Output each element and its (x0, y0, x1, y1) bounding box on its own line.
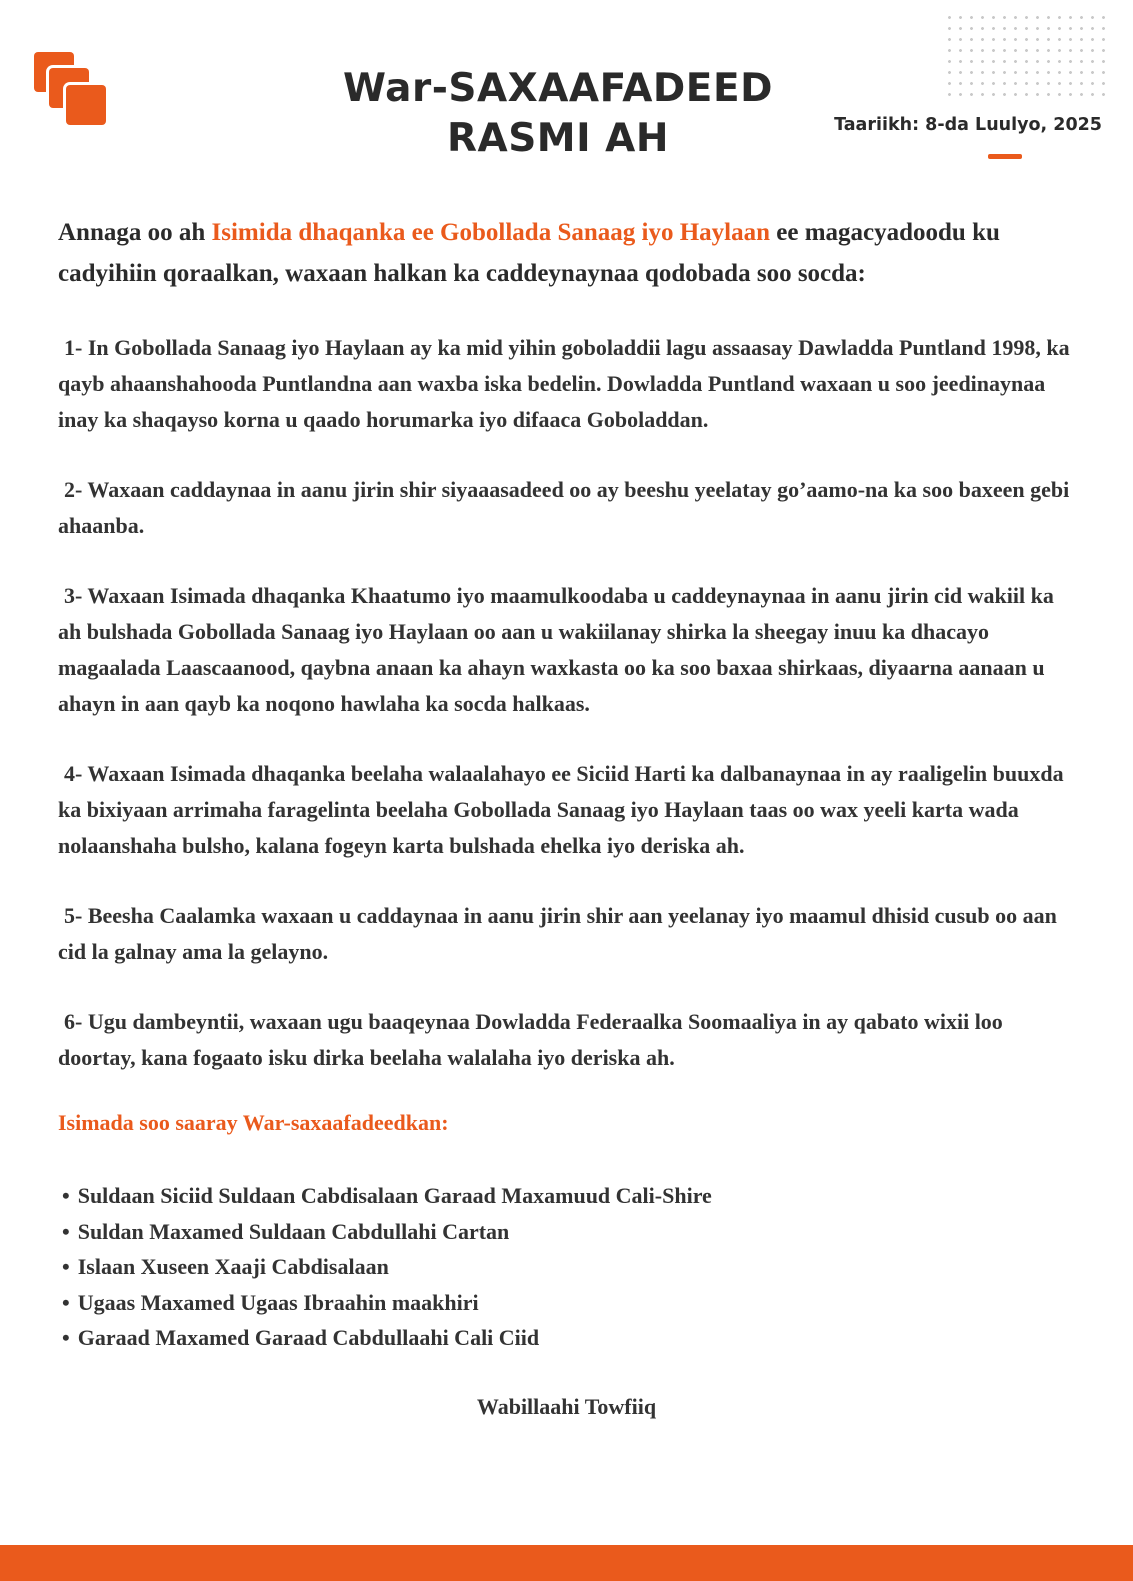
intro-highlight: Isimida dhaqanka ee Gobollada Sanaag iyo Haylaan (211, 219, 770, 246)
page-title-line1: War-SAXAAFADEED (343, 66, 773, 111)
signatory-item: • Ugaas Maxamed Ugaas Ibraahin maakhiri (62, 1285, 712, 1321)
closing-phrase: Wabillaahi Towfiiq (476, 1394, 657, 1419)
point-item: 5- Beesha Caalamka waxaan u caddaynaa in aanu jirin shir aan yeelanay iyo maamul dhisid cusub oo aan cid la galnay ama la gelayno. (58, 903, 1057, 964)
decorative-dot-grid (944, 12, 1106, 102)
points-list (58, 330, 1078, 1110)
date-accent-bar (988, 154, 1022, 159)
signatory-item: • Islaan Xuseen Xaaji Cabdisalaan (62, 1249, 712, 1285)
signatory-item: • Suldaan Siciid Suldaan Cabdisalaan Garaad Maxamuud Cali-Shire (62, 1178, 712, 1214)
signatory-item: • Suldan Maxamed Suldaan Cabdullahi Cartan (62, 1214, 712, 1250)
intro-before: Annaga oo ah (58, 219, 212, 246)
logo-icon (34, 52, 112, 132)
point-item: 3- Waxaan Isimada dhaqanka Khaatumo iyo maamulkoodaba u caddeynaynaa in aanu jirin cid wakiil ka ah bulshada Gobollada Sanaag iyo Haylaan oo aan u wakiilanay shirka la sheegay inuu ka dhacayo magaalada Laascaanood, qaybna anaan ka ahayn waxkasta oo ka soo baxaa shirkaas, diyaarna aanaan u ahayn in aan qayb ka noqono hawlaha ka socda halkaas. (58, 583, 1054, 716)
point-item: 1- In Gobollada Sanaag iyo Haylaan ay ka mid yihin goboladdii lagu assaasay Dawladda Puntland 1998, ka qayb ahaanshahooda Puntlandna aan waxba iska bedelin. Dowladda Puntland waxaan u soo jeedinaynaa inay ka shaqayso korna u qaado horumarka iyo difaaca Goboladdan. (58, 335, 1070, 432)
footer-accent-bar (0, 1545, 1133, 1581)
release-date: Taariikh: 8-da Luulyo, 2025 (834, 115, 1102, 135)
point-item: 4- Waxaan Isimada dhaqanka beelaha walaalahayo ee Siciid Harti ka dalbanaynaa in ay raaligelin buuxda ka bixiyaan arrimaha faragelinta beelaha Gobollada Sanaag iyo Haylaan taas oo wax yeeli karta wada nolaanshaha bulsho, kalana fogeyn karta bulshada ehelka iyo deriska ah. (58, 761, 1064, 858)
signatory-item: • Garaad Maxamed Garaad Cabdullaahi Cali Ciid (62, 1320, 712, 1356)
signatories-heading: Isimada soo saaray War-saxaafadeedkan: (58, 1110, 449, 1135)
point-item: 6- Ugu dambeyntii, waxaan ugu baaqeynaa Dowladda Federaalka Soomaaliya in ay qabato wixii loo doortay, kana fogaato isku dirka beelaha walalaha iyo deriska ah. (58, 1009, 1003, 1070)
logo-square-3 (66, 85, 106, 125)
intro-paragraph (58, 212, 1078, 294)
page-title-line2: RASMI AH (446, 116, 670, 161)
point-item: 2- Waxaan caddaynaa in aanu jirin shir siyaaasadeed oo ay beeshu yeelatay go’aamo-na ka soo baxeen gebi ahaanba. (58, 477, 1070, 538)
intro-after: ee magacyadoodu ku cadyihiin qoraalkan, waxaan halkan ka caddeynaynaa qodobada soo socda: (58, 219, 1000, 287)
signatories-list (62, 1178, 712, 1356)
